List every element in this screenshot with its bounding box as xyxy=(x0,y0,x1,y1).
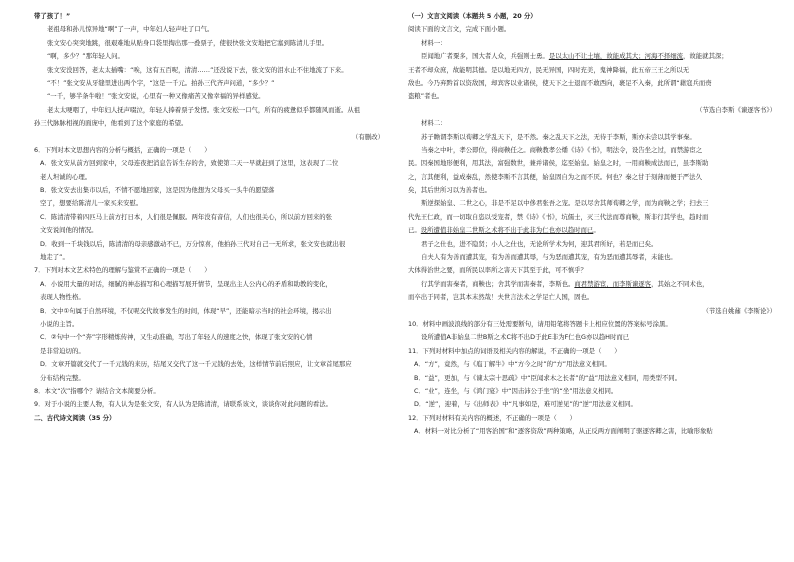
text-line: 臣闻地广者粟多，国大者人众，兵强则士勇。是以太山不让土壤，故能成其大；河海不择细流，故能就其深； xyxy=(421,52,728,61)
text-line: 分布结构完整。 xyxy=(40,373,85,382)
underlined-passage: 是以太山不让土壤，故能成其大；河海不择细流 xyxy=(548,52,684,61)
text-line: D．文章开篇就交代了一千元钱的来历，结尾又交代了这一千元钱的去处，这样情节前后照应，让文章首尾那应 xyxy=(40,360,352,369)
text-line: 盗粮”者也。 xyxy=(408,92,444,101)
text-line: B．文中①句属于自然环境，不仅呢交代故事发生的时间，体现“早”，还能暗示当时的社会环境，揭示出 xyxy=(40,306,332,315)
text-line: （有删改） xyxy=(352,132,384,141)
underlined-passage: 设所遭值非始皇二世斯之术将不出于此非为仁也亦以趋时而已 xyxy=(420,226,594,235)
text-line: 而卒出于同者，岂其本末然哉！夫世言法术之学足亡人国，固也。 xyxy=(408,293,594,302)
text-line: 12．下列对材料有关内容的概述，不正确的一项是（ ） xyxy=(408,413,576,422)
text-line: 王者不却众庶，故能明其德。是以地无四方，民无异国，四时充美，鬼神降福，此五帝三王之所以无 xyxy=(408,65,690,74)
text-line: “不！”张文安从牙缝里进出两个字，“这是一千元。拍孙三代齐声问道，“多少？” xyxy=(47,78,275,87)
text-line: 老太太哽咽了，中年妇人抚声啜泣，年轻人捧着票子发愣。张文安松一口气，所有的疲惫似乎都随风而逝。从祖 xyxy=(47,105,361,114)
underlined-passage: 商君禁游宦，而李斯谏逐客 xyxy=(574,279,652,288)
text-line: 小说的主旨。 xyxy=(40,319,79,328)
text-line: B．“益”，更加，与《谏太宗十思疏》中“臣闻求木之长者”的“益”用法意义相同，用类型不同。 xyxy=(414,373,682,382)
text-line: D．“逆”，迎着，与《出师表》中“凡事如是，难可逆见”的“逆”用法意义相同。 xyxy=(414,400,637,409)
text-line: 已。设所遭值非始皇二世斯之术将不出于此非为仁也亦以趋时而已。 xyxy=(408,226,600,235)
text-line: 君子之仕也，进不隐贤；小人之仕也，无论所学术为何，迎其君所好，若是而已矣。 xyxy=(421,239,658,248)
right-column xyxy=(408,10,778,439)
text-line: A．小说用大量的对话，细腻的神态描写和心理描写展开情节，呈现出主人公内心的矛盾和助教的变化， xyxy=(40,279,332,288)
text-line: （一）文言文阅读（本题共 5 小题，20 分） xyxy=(408,12,537,20)
text-line: 阅读下面的文言文，完成下面小题。 xyxy=(408,25,511,34)
text-line: 6．下列对本文思想内容的分析与概括，正确的一项是（ ） xyxy=(34,145,211,154)
text-line: 张文安心突突地跳，很艰难地从贴身口袋里掏出那一叠票子，使很快张文安地把它塞到陈清儿手里。 xyxy=(47,38,329,47)
text-line: 空了，想要给陈清儿一家买来安慰。 xyxy=(40,199,143,208)
text-line: 当秦之中叶，孝公即位，得商鞅任之。商鞅教孝公燔《诗》《书》，明法令，设告坐之过，而禁游宦之 xyxy=(421,145,703,154)
text-line: 代先王仁政，而一切取自恣以受宠者，禁《诗》《书》，坑儒士，灭三代法而尊商鞅，斯非行其学也，趋时而 xyxy=(408,212,709,221)
text-line: 矣，其后世所习以为善者也。 xyxy=(408,186,492,195)
text-line: 民。因秦国地形便利，用其法，富强数世，兼并诸侯，迄至始皇。始皇之时，一用商鞅成法而已，虽李斯助 xyxy=(408,159,709,168)
text-line: 老人坦诚的心理。 xyxy=(40,172,92,181)
text-line: D．收到一千块钱以后，陈清清的母亲感激动不已，万分惊喜，他拍孙三代对自己一无所求，张文安也就出很 xyxy=(40,239,346,248)
text-line: 设所遭值A非始皇二世B斯之术C将不出D于此E非为F仁也G亦以趋H时而已 xyxy=(421,333,630,342)
text-line: 材料一： xyxy=(421,38,447,47)
text-line: 10．材料中画波浪线的部分有三处需要断句，请用铅笔将答题卡上相应位置的答案标号涂黑。 xyxy=(408,319,672,328)
text-line: “一千，够半条牛啦！”张文安说，心里有一种又像痛苦又像幸福的异样感觉。 xyxy=(47,92,265,101)
text-line: 带了孩了！” xyxy=(34,12,71,20)
text-line: 文安说间他的情况。 xyxy=(40,226,98,235)
text-line: 张文安没回答，老太太插嘴：“唉，这有五百呢，清清……”还没说下去，张文安的泪水止不住地流了下来。 xyxy=(47,65,348,74)
text-line: 表现人物性格。 xyxy=(40,293,85,302)
left-column xyxy=(34,10,386,425)
text-line: 之，言其便利，益成秦乱，然使李斯不言其便，始皇固自为之而不厌。何也？秦之甘于刻薄而便于严法久 xyxy=(408,172,702,181)
text-line: 苏子瞻谓李斯以荀卿之学乱天下，是不然。秦之乱天下之法，无待于李斯，斯亦未尝以其学事秦。 xyxy=(421,132,696,141)
text-line: A．张文安从前方回到家中，父母连夜把消息告诉生存的舍，致使第二天一早就赶到了这里，这表现了二位 xyxy=(40,159,339,168)
text-line: C．“业”，连坐，与《鸿门宴》中“因击沛公于坐”的“坐”用法意义相同。 xyxy=(414,386,618,395)
text-line: 大体得治世之要，而所民以率所之害天下其至于此，可不慎乎？ xyxy=(408,266,587,275)
text-line: C．②句中一个“奔”字形精炼传神，又生动准确，写出了年轻人的速度之快，体现了张文安的心情 xyxy=(40,333,313,342)
text-line: 7．下列对本文艺术特色的理解与鉴赏不正确的一项是（ ） xyxy=(34,266,211,275)
text-line: 是非常迫切的。 xyxy=(40,346,85,355)
text-line: （节选自李斯《谏逐客书》） xyxy=(696,105,776,114)
text-line: 斯逆探始皇、二世之心，非是不足以中侈君张吾之宠。是以尽舍其师荀卿之学，而为商鞅之学；扫去三 xyxy=(421,199,709,208)
text-line: 8．本文“次”指哪个？请结合文本简要分析。 xyxy=(34,386,160,395)
text-line: 行其学而害秦者，商鞅也；舍其学而害秦者，李斯也。商君禁游宦，而李斯谏逐客，其始之不同术也， xyxy=(421,279,709,288)
text-line: 敌也。今乃弃黔首以资敌国，却宾客以业诸侯，使天下之士退而不敢西向，裹足不入秦，此所谓“藉寇兵而赍 xyxy=(408,78,712,87)
text-line: （节选自姚鼐《李斯论》） xyxy=(702,306,776,315)
text-line: 材料二： xyxy=(421,119,447,128)
text-line: C．陈清清带着四匹马上前方打日本，人们很是佩服。两年没有音信，人们也很关心，所以前方回来的张 xyxy=(40,212,333,221)
text-line: 自夫人有为善而遭其宠，有为善而遭其辱，与为恶而遭其宠，有为恶而遭其辱者，未能也。 xyxy=(421,253,677,262)
text-line: 9．对于小说的主要人物，有人认为是张文安，有人认为是陈清清，请联系该文，谈谈你对此问题的看法。 xyxy=(34,400,333,409)
text-line: 孙三代脉脉相视的面庞中，他看到了这个家庭的希望。 xyxy=(34,119,188,128)
text-line: “啊，多少？”那年轻人问。 xyxy=(47,52,124,61)
text-line: A．“方”，竟然，与《庖丁解牛》中“方今之时”的“方”用法意义相同。 xyxy=(414,360,611,369)
text-line: 老祖母和孙儿惊异地“啊”了一声，中年妇人轻声吐了口气。 xyxy=(47,25,214,34)
text-line: 地走了”。 xyxy=(40,253,69,262)
text-line: 二、古代诗文阅读（35 分） xyxy=(34,413,116,422)
text-line: 11．下列对材料中加点的词语及相关内容的解说，不正确的一项是（ ） xyxy=(408,346,621,355)
text-line: B．张文安去出集市以后，不情不愿地回家，这是因为他想为父母买一头牛的愿望落 xyxy=(40,186,275,195)
text-line: A．材料一对比分析了“用客治国”和“逐客资敌”两种策略，从正反两方面阐明了驱逐客卿之害，比喻形象贴 xyxy=(414,427,713,436)
